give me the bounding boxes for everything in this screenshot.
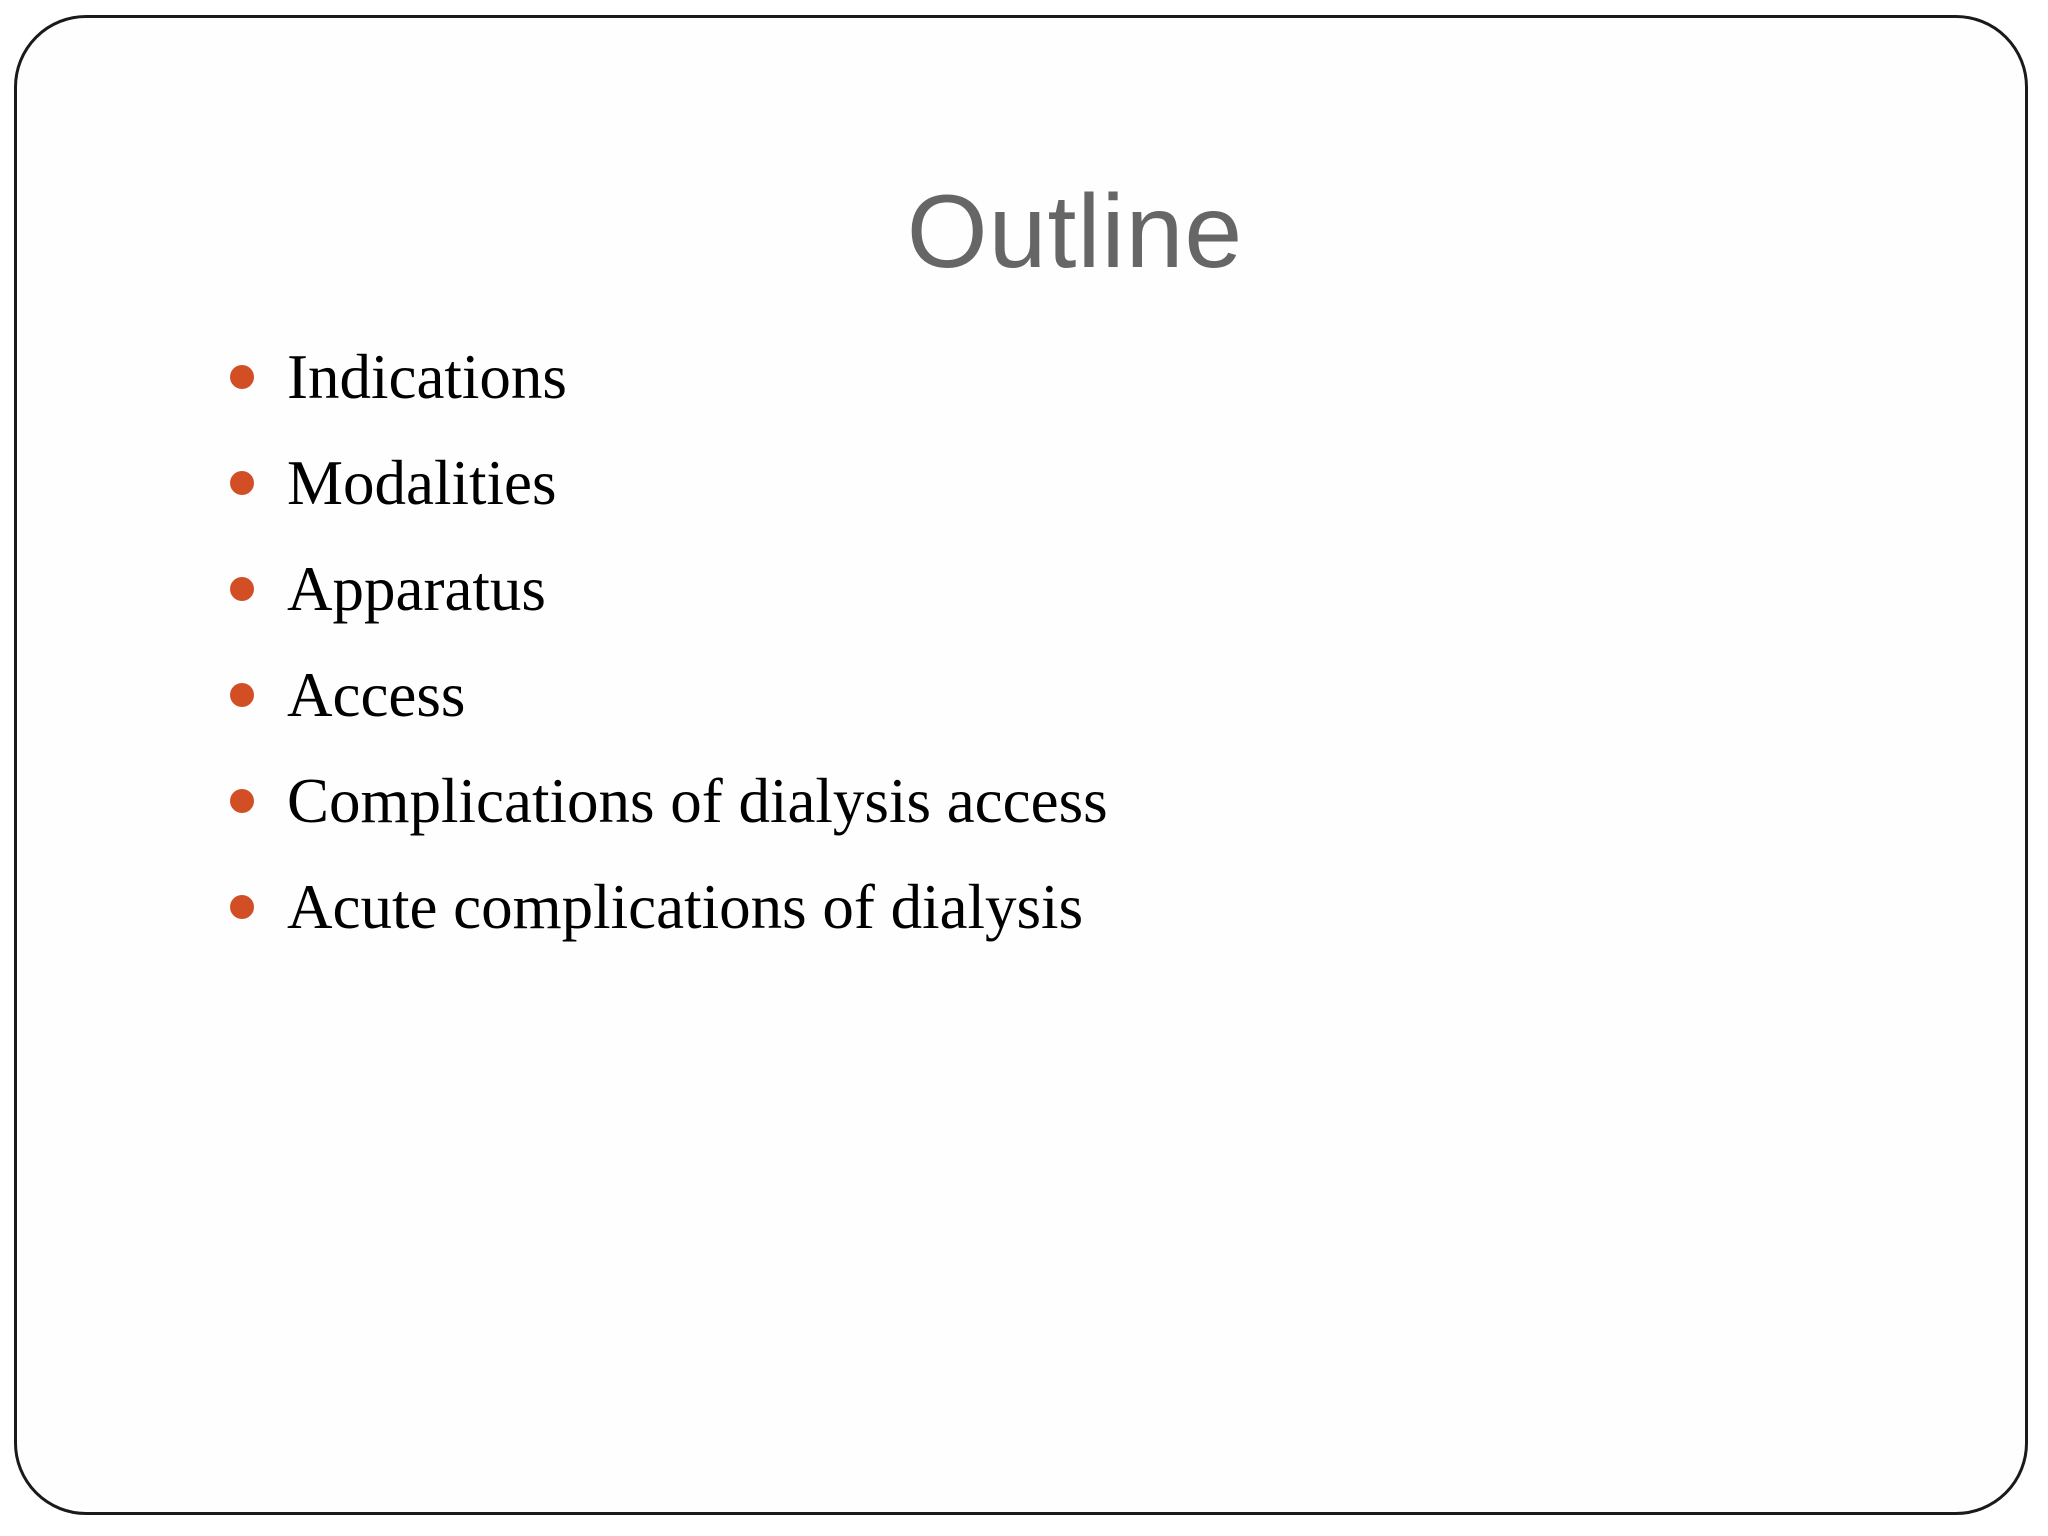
bullet-text: Apparatus xyxy=(287,554,546,624)
bullet-dot-icon xyxy=(230,471,254,495)
bullet-dot-icon xyxy=(230,895,254,919)
bullet-text: Access xyxy=(287,660,466,730)
bullet-text: Modalities xyxy=(287,448,557,518)
bullet-dot-icon xyxy=(230,577,254,601)
bullet-dot-icon xyxy=(230,683,254,707)
bullet-text: Complications of dialysis access xyxy=(287,766,1108,836)
bullet-text: Acute complications of dialysis xyxy=(287,872,1084,942)
bullet-text: Indications xyxy=(287,342,567,412)
bullet-dot-icon xyxy=(230,365,254,389)
slide-title: Outline xyxy=(906,174,1244,290)
bullet-dot-icon xyxy=(230,789,254,813)
